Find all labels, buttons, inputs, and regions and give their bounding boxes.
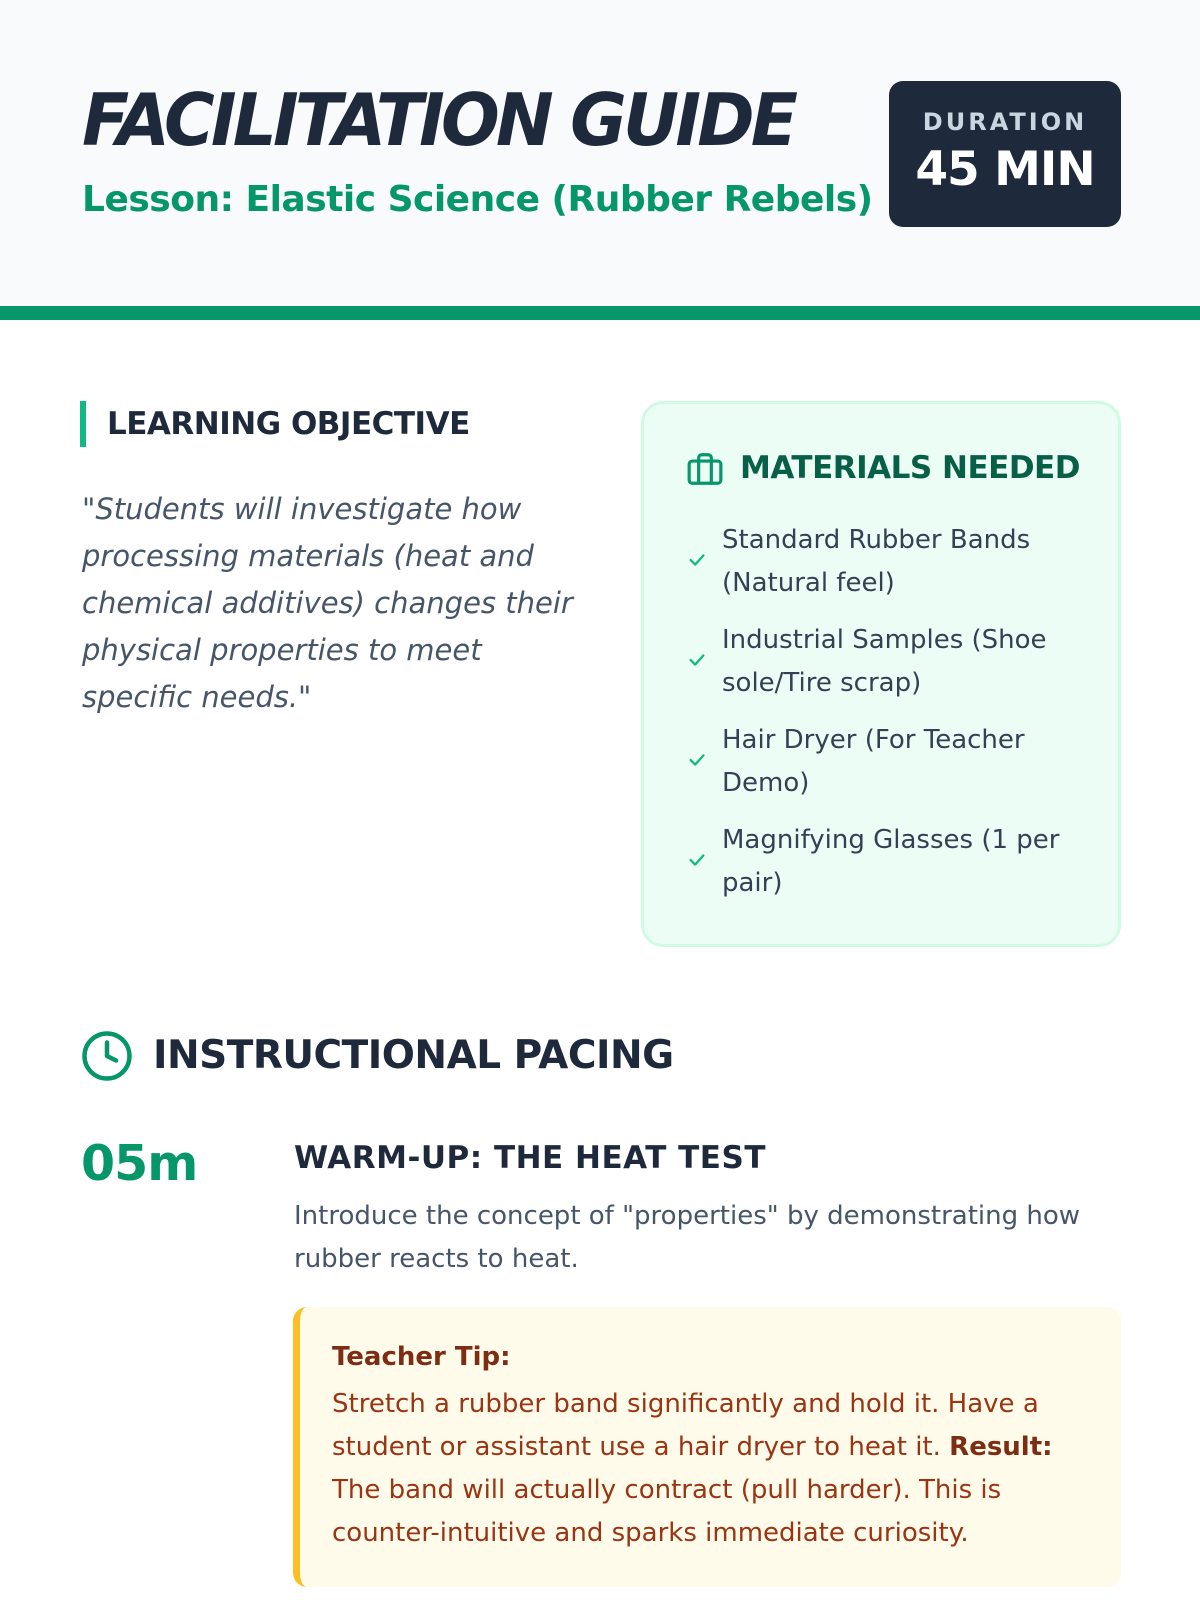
objective-heading: LEARNING OBJECTIVE	[107, 406, 470, 442]
clock-icon	[80, 1029, 134, 1083]
materials-item-label: Industrial Samples (Shoe sole/Tire scrap)	[722, 625, 1047, 698]
materials-item-label: Magnifying Glasses (1 per pair)	[722, 825, 1060, 898]
check-icon	[686, 749, 708, 771]
lesson-subtitle: Lesson: Elastic Science (Rubber Rebels)	[82, 179, 873, 220]
duration-value: 45 MIN	[915, 142, 1095, 197]
materials-item-label: Hair Dryer (For Teacher Demo)	[722, 725, 1025, 798]
tip-text-before: Stretch a rubber band significantly and hold it. Have a student or assistant use a hair dryer to heat it.	[332, 1389, 1039, 1462]
materials-item-label: Standard Rubber Bands (Natural feel)	[722, 525, 1031, 598]
tip-text	[332, 1383, 1082, 1555]
check-icon	[686, 549, 708, 571]
page-title: FACILITATION GUIDE	[82, 78, 795, 162]
header-banner	[0, 0, 1200, 306]
tip-result-label: Result:	[949, 1432, 1053, 1462]
check-icon	[686, 649, 708, 671]
step-title: WARM-UP: THE HEAT TEST	[294, 1140, 766, 1176]
teacher-tip-callout	[293, 1307, 1121, 1587]
tip-text-after: The band will actually contract (pull harder). This is counter-intuitive and sparks immediate curiosity.	[332, 1475, 1002, 1548]
objective-text: "Students will investigate how processing materials (heat and chemical additives) changes their physical properties to meet specific needs."	[82, 492, 573, 714]
step-time: 05m	[81, 1135, 198, 1192]
objective-accent-bar	[80, 401, 86, 447]
materials-card	[641, 401, 1121, 947]
step-description: Introduce the concept of "properties" by demonstrating how rubber reacts to heat.	[294, 1201, 1081, 1274]
tip-label: Teacher Tip:	[332, 1342, 511, 1372]
duration-badge	[889, 81, 1121, 227]
briefcase-icon	[686, 450, 724, 488]
check-icon	[686, 849, 708, 871]
pacing-heading: INSTRUCTIONAL PACING	[153, 1033, 674, 1078]
header-divider	[0, 306, 1200, 320]
duration-label: DURATION	[922, 108, 1088, 136]
materials-heading: MATERIALS NEEDED	[740, 450, 1080, 486]
